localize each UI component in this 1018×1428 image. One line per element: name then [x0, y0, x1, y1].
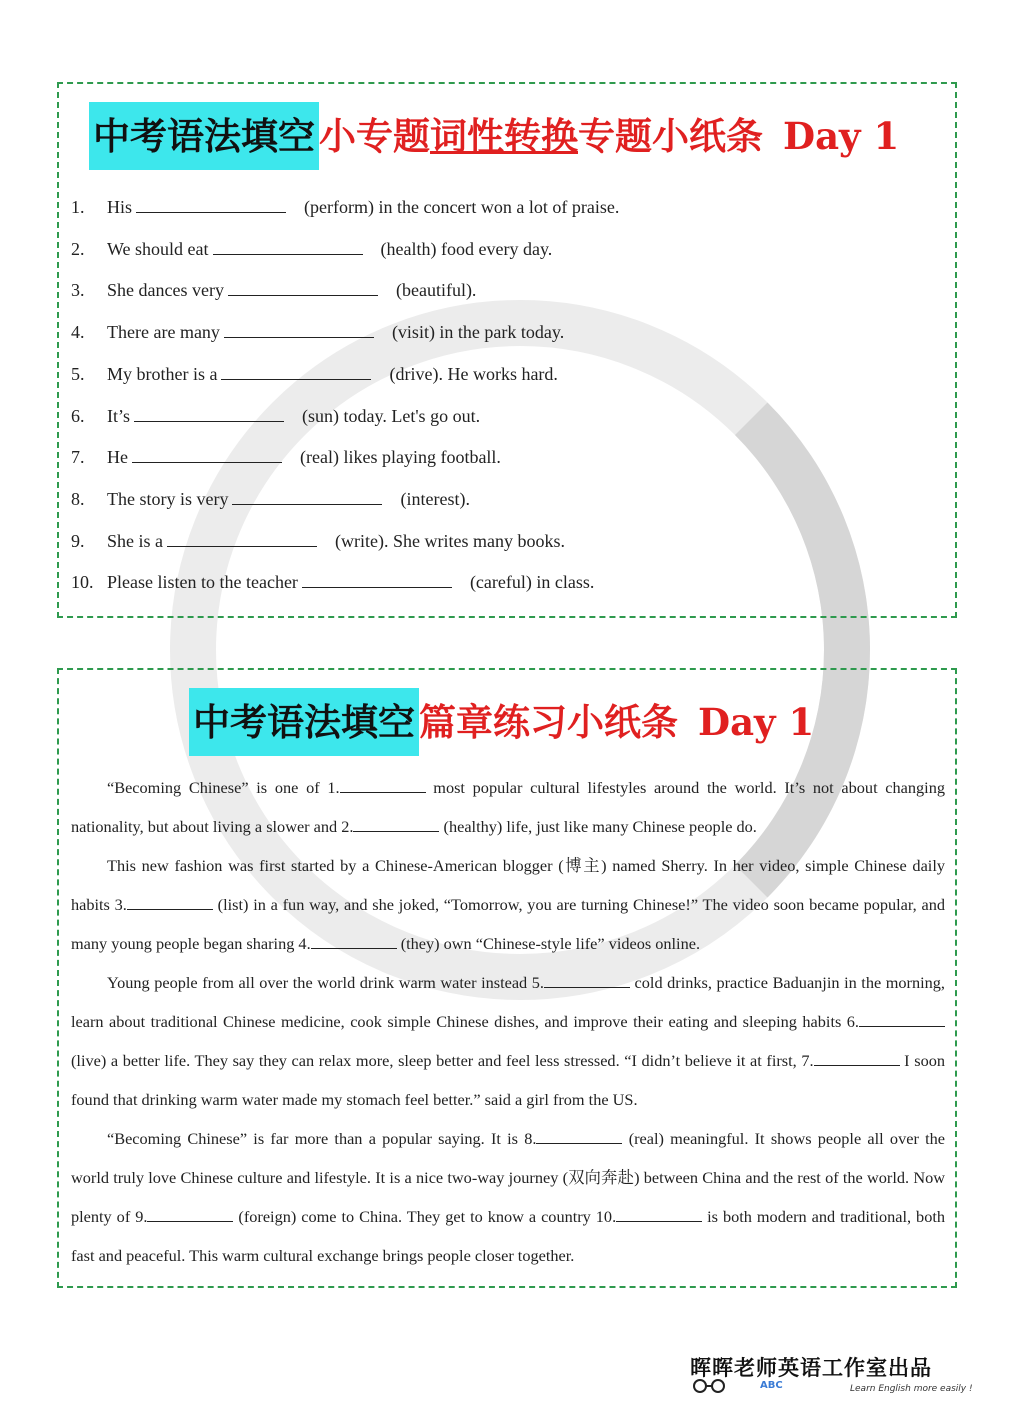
studio-slogan: Learn English more easily ! — [850, 1384, 973, 1394]
answer-blank[interactable] — [167, 528, 317, 547]
question-item — [71, 194, 619, 218]
studio-name: 晖晖老师英语工作室出品 — [690, 1356, 932, 1380]
blank-2[interactable] — [353, 816, 439, 832]
passage-paragraph-2: This new fashion was first started by a Chinese-American blogger (博主) named Sherry. In her video, simple Chinese daily habits 3. (list) in a fun way, and she joked, “Tomorrow, you are turning Chinese!” The video soon became popular, and many young people began sharing 4. (they) own “Chinese-style life” videos online. — [71, 856, 946, 953]
studio-footer — [690, 1352, 973, 1394]
title-highlight: 中考语法填空 — [189, 688, 419, 756]
blank-1[interactable] — [340, 777, 426, 793]
question-text-before: My brother is a — [107, 363, 218, 384]
answer-blank[interactable] — [132, 444, 282, 463]
title-part: 小专题 — [319, 114, 430, 158]
blank-7[interactable] — [814, 1050, 900, 1066]
answer-blank[interactable] — [221, 361, 371, 380]
question-text-before: The story is very — [107, 488, 229, 509]
passage-exercise-card — [57, 668, 957, 1288]
passage — [71, 768, 945, 1275]
question-text-after: (visit) in the park today. — [391, 322, 565, 343]
question-text-before: His — [107, 197, 133, 217]
question-item — [71, 361, 558, 385]
question-text-before: There are many — [107, 322, 220, 343]
title-part: 篇章练习小纸条 — [419, 700, 678, 744]
question-text-before: He — [107, 447, 128, 468]
title-highlight: 中考语法填空 — [89, 102, 319, 170]
section1-title — [89, 102, 899, 170]
question-item — [71, 569, 594, 593]
passage-paragraph-3: Young people from all over the world drink warm water instead 5. cold drinks, practice Baduanjin in the morning, learn about traditional Chinese medicine, cook simple Chinese dishes, and improve their eating and sleeping habits 6. (live) a better life. They say they can relax more, sleep better and feel less stressed. “I didn’t believe it at first, 7. I soon found that drinking warm water made my stomach feel better.” said a girl from the US. — [71, 973, 945, 1109]
question-text-after: (real) likes playing football. — [300, 447, 501, 468]
section2-title — [189, 688, 814, 756]
question-text-after: (interest). — [400, 488, 470, 509]
question-item — [71, 528, 565, 552]
question-number: 3. — [71, 280, 85, 301]
answer-blank[interactable] — [136, 194, 286, 213]
question-number: 5. — [71, 363, 85, 384]
blank-4[interactable] — [311, 933, 397, 949]
answer-blank[interactable] — [232, 486, 382, 505]
question-text-after: (drive). He works hard. — [389, 363, 558, 384]
blank-9[interactable] — [147, 1206, 233, 1222]
answer-blank[interactable] — [224, 319, 374, 338]
question-text-before: Please listen to the teacher — [107, 572, 298, 593]
question-text-before: We should eat — [107, 238, 209, 259]
glasses-icon — [690, 1378, 750, 1394]
question-text-after: (beautiful). — [395, 280, 477, 301]
question-item — [71, 486, 470, 510]
question-number: 7. — [71, 447, 85, 468]
question-item — [71, 319, 564, 343]
question-item — [71, 236, 552, 260]
answer-blank[interactable] — [302, 569, 452, 588]
question-number: 8. — [71, 488, 85, 509]
question-number: 9. — [71, 530, 85, 551]
question-text-before: She is a — [107, 530, 163, 551]
question-item — [71, 277, 476, 301]
blank-3[interactable] — [127, 894, 213, 910]
question-number: 4. — [71, 322, 85, 343]
question-item — [71, 403, 480, 427]
question-number: 6. — [71, 405, 85, 426]
passage-paragraph-1: “Becoming Chinese” is one of 1. most popular cultural lifestyles around the world. It’s not about changing nationality, but about living a slower and 2. (healthy) life, just like many Chinese people do. — [71, 778, 945, 836]
blank-5[interactable] — [544, 972, 630, 988]
question-number: 1. — [71, 197, 85, 217]
question-text-before: It’s — [107, 405, 131, 426]
question-text-before: She dances very — [107, 280, 224, 301]
passage-paragraph-4: “Becoming Chinese” is far more than a popular saying. It is 8. (real) meaningful. It shows people all over the world truly love Chinese culture and lifestyle. It is a nice two-way journey (双向奔赴) between China and the rest of the world. Now plenty of 9. (foreign) come to China. They get to know a country 10. is both modern and traditional, both fast and peaceful. This warm cultural exchange brings people closer together. — [71, 1129, 946, 1265]
question-number: 10. — [71, 572, 94, 593]
abc-logo: ABC — [760, 1380, 783, 1391]
answer-blank[interactable] — [228, 277, 378, 296]
question-text-after: (careful) in class. — [469, 572, 595, 593]
question-text-after: (health) food every day. — [380, 238, 553, 259]
title-part-underlined: 词性转换 — [430, 114, 578, 158]
title-day: Day 1 — [698, 700, 815, 744]
question-number: 2. — [71, 238, 85, 259]
question-text-after: (sun) today. Let's go out. — [302, 405, 481, 426]
question-text-after: (write). She writes many books. — [335, 530, 565, 551]
title-day: Day 1 — [783, 114, 900, 158]
blank-8[interactable] — [536, 1128, 622, 1144]
question-item — [71, 444, 501, 468]
question-text-after: (perform) in the concert won a lot of praise. — [304, 197, 620, 217]
title-part: 专题小纸条 — [578, 114, 763, 158]
word-form-exercise-card — [57, 82, 957, 618]
answer-blank[interactable] — [213, 236, 363, 255]
blank-10[interactable] — [616, 1206, 702, 1222]
answer-blank[interactable] — [134, 403, 284, 422]
blank-6[interactable] — [859, 1011, 945, 1027]
